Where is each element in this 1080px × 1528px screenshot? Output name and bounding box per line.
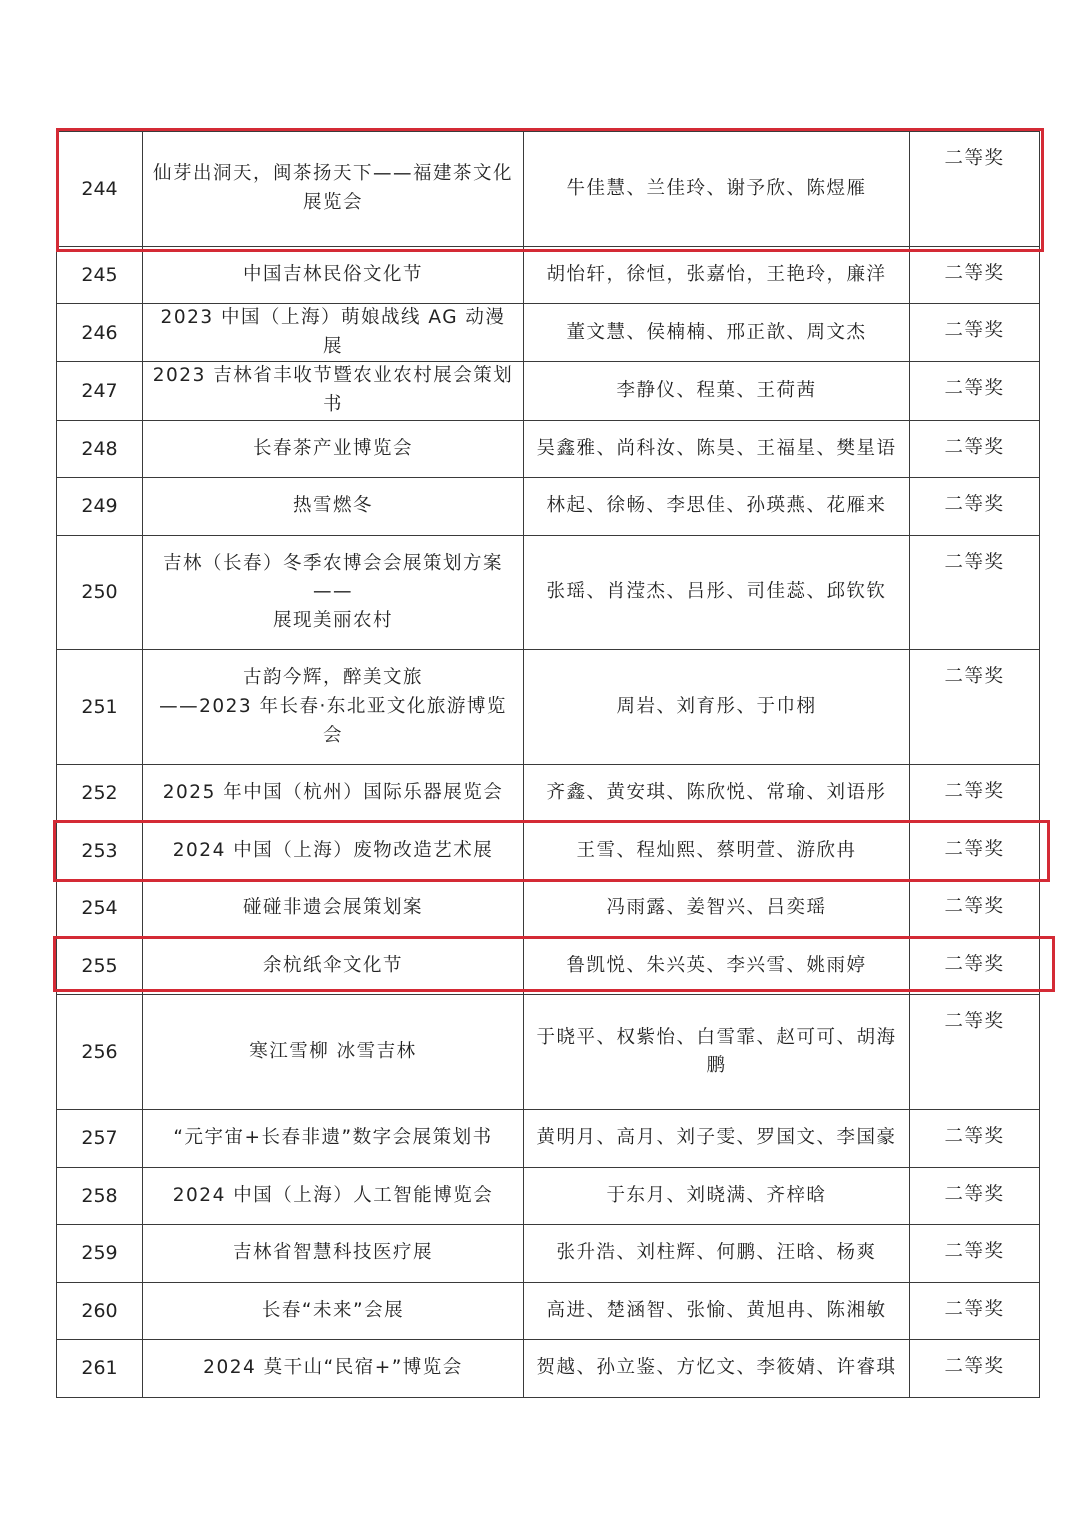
team-members-cell	[524, 362, 910, 420]
project-title: 中国吉林民俗文化节	[242, 263, 423, 285]
table-row	[57, 246, 1040, 304]
team-members: 张瑶、肖滢杰、吕彤、司佳蕊、邱钦钦	[546, 581, 887, 603]
award-level-cell	[910, 362, 1040, 420]
row-number: 245	[81, 263, 118, 286]
team-members-cell	[524, 1282, 910, 1340]
team-members: 高进、楚涵智、张愉、黄旭冉、陈湘敏	[546, 1299, 887, 1321]
project-title: 2024 中国（上海）人工智能博览会	[172, 1184, 494, 1206]
table-row	[57, 822, 1040, 880]
award-level: 二等奖	[944, 436, 1005, 458]
table-row	[57, 362, 1040, 420]
team-members-cell	[524, 880, 910, 938]
award-level-cell	[910, 765, 1040, 823]
row-number: 246	[81, 321, 118, 344]
team-members: 胡怡轩，徐恒，张嘉怡，王艳玲，廉洋	[546, 263, 887, 285]
row-number-cell	[57, 246, 143, 304]
row-number-cell	[57, 132, 143, 247]
award-level-cell	[910, 822, 1040, 880]
team-members: 周岩、刘育彤、于巾栩	[616, 696, 817, 718]
table-row	[57, 1110, 1040, 1168]
project-title: 仙芽出洞天，闽茶扬天下——福建茶文化 展览会	[152, 163, 513, 213]
row-number: 251	[81, 696, 118, 719]
project-title: 余杭纸伞文化节	[262, 954, 403, 976]
row-number-cell	[57, 304, 143, 362]
row-number: 255	[81, 954, 118, 977]
row-number: 249	[81, 495, 118, 518]
team-members: 冯雨露、姜智兴、吕奕瑶	[606, 897, 827, 919]
table-row	[57, 1167, 1040, 1225]
award-level-cell	[910, 1110, 1040, 1168]
award-level-cell	[910, 650, 1040, 765]
project-title-cell	[143, 535, 524, 650]
team-members-cell	[524, 478, 910, 536]
project-title-cell	[143, 132, 524, 247]
award-level-cell	[910, 478, 1040, 536]
project-title: 吉林省智慧科技医疗展	[232, 1242, 433, 1264]
project-title-cell	[143, 1225, 524, 1283]
row-number-cell	[57, 1167, 143, 1225]
team-members: 李静仪、程菓、王荷茜	[616, 379, 817, 401]
award-level: 二等奖	[944, 1241, 1005, 1263]
team-members-cell	[524, 535, 910, 650]
team-members-cell	[524, 1340, 910, 1398]
award-level-cell	[910, 1340, 1040, 1398]
team-members-cell	[524, 650, 910, 765]
project-title-cell	[143, 1282, 524, 1340]
table-row	[57, 995, 1040, 1110]
team-members: 牛佳慧、兰佳玲、谢予欣、陈煜雁	[566, 177, 867, 199]
team-members: 齐鑫、黄安琪、陈欣悦、常瑜、刘语彤	[546, 782, 887, 804]
row-number-cell	[57, 1340, 143, 1398]
project-title-cell	[143, 304, 524, 362]
award-level: 二等奖	[944, 838, 1005, 860]
award-level: 二等奖	[944, 148, 1005, 169]
award-level-cell	[910, 995, 1040, 1110]
row-number: 253	[81, 839, 118, 862]
project-title: 2025 年中国（杭州）国际乐器展览会	[162, 782, 504, 804]
project-title-cell	[143, 1110, 524, 1168]
team-members: 黄明月、高月、刘子雯、罗国文、李国豪	[536, 1127, 897, 1149]
table-row	[57, 478, 1040, 536]
project-title-cell	[143, 246, 524, 304]
project-title: 古韵今辉，醉美文旅 ——2023 年长春·东北亚文化旅游博览会	[159, 667, 507, 746]
award-level-cell	[910, 1167, 1040, 1225]
project-title: 2023 吉林省丰收节暨农业农村展会策划书	[152, 365, 514, 416]
table-row	[57, 1225, 1040, 1283]
award-level: 二等奖	[944, 1183, 1005, 1205]
project-title-cell	[143, 937, 524, 995]
project-title: 吉林（长春）冬季农博会会展策划方案—— 展现美丽农村	[162, 552, 503, 631]
table-row	[57, 765, 1040, 823]
team-members: 贺越、孙立鉴、方忆文、李筱婧、许睿琪	[536, 1357, 897, 1379]
row-number-cell	[57, 765, 143, 823]
award-level-cell	[910, 880, 1040, 938]
award-level-cell	[910, 1225, 1040, 1283]
project-title: 寒江雪柳 冰雪吉林	[249, 1040, 417, 1062]
project-title-cell	[143, 1340, 524, 1398]
award-level: 二等奖	[944, 378, 1005, 400]
row-number-cell	[57, 937, 143, 995]
award-level: 二等奖	[944, 551, 1005, 573]
project-title: 2024 莫干山“民宿+”博览会	[203, 1357, 463, 1379]
project-title: 长春茶产业博览会	[252, 437, 413, 459]
project-title-cell	[143, 822, 524, 880]
team-members: 王雪、程灿熙、蔡明萱、游欣冉	[576, 839, 857, 861]
award-level: 二等奖	[944, 666, 1005, 688]
row-number: 261	[81, 1357, 118, 1380]
row-number-cell	[57, 650, 143, 765]
award-level: 二等奖	[944, 1298, 1005, 1320]
award-level-cell	[910, 132, 1040, 247]
team-members: 于东月、刘晓满、齐梓晗	[606, 1184, 827, 1206]
project-title-cell	[143, 1167, 524, 1225]
row-number-cell	[57, 880, 143, 938]
row-number: 248	[81, 437, 118, 460]
project-title: “元宇宙+长春非遗”数字会展策划书	[173, 1127, 493, 1149]
team-members-cell	[524, 304, 910, 362]
team-members: 吴鑫雅、尚科汝、陈昊、王福星、樊星语	[536, 437, 897, 459]
team-members-cell	[524, 1110, 910, 1168]
table-row	[57, 132, 1040, 247]
row-number: 257	[81, 1127, 118, 1150]
project-title: 2024 中国（上海）废物改造艺术展	[172, 839, 494, 861]
row-number: 244	[81, 177, 118, 200]
project-title-cell	[143, 765, 524, 823]
table-body	[57, 132, 1040, 1398]
award-level: 二等奖	[944, 896, 1005, 918]
team-members-cell	[524, 1225, 910, 1283]
team-members: 张升浩、刘柱辉、何鹏、汪晗、杨爽	[556, 1242, 877, 1264]
project-title: 长春“未来”会展	[261, 1299, 405, 1321]
project-title-cell	[143, 650, 524, 765]
team-members: 林起、徐畅、李思佳、孙瑛燕、花雁来	[546, 495, 887, 517]
project-title: 2023 中国（上海）萌娘战线 AG 动漫展	[160, 307, 506, 357]
project-title-cell	[143, 420, 524, 478]
award-level-cell	[910, 1282, 1040, 1340]
row-number-cell	[57, 1225, 143, 1283]
team-members-cell	[524, 765, 910, 823]
award-level-cell	[910, 420, 1040, 478]
award-level: 二等奖	[944, 262, 1005, 284]
team-members: 鲁凯悦、朱兴英、李兴雪、姚雨婷	[566, 954, 867, 976]
project-title-cell	[143, 995, 524, 1110]
row-number: 260	[81, 1299, 118, 1322]
team-members-cell	[524, 420, 910, 478]
row-number-cell	[57, 1110, 143, 1168]
project-title-cell	[143, 362, 524, 420]
team-members: 于晓平、权紫怡、白雪霏、赵可可、胡海 鹏	[536, 1026, 897, 1077]
award-level: 二等奖	[944, 320, 1005, 342]
row-number-cell	[57, 420, 143, 478]
award-level-cell	[910, 304, 1040, 362]
table-row	[57, 1340, 1040, 1398]
row-number: 259	[81, 1242, 118, 1265]
project-title: 热雪燃冬	[292, 495, 373, 517]
award-level: 二等奖	[944, 781, 1005, 803]
team-members-cell	[524, 132, 910, 247]
award-level: 二等奖	[944, 1356, 1005, 1378]
table-row	[57, 1282, 1040, 1340]
row-number-cell	[57, 822, 143, 880]
table-row	[57, 420, 1040, 478]
project-title: 碰碰非遗会展策划案	[242, 897, 423, 919]
team-members-cell	[524, 937, 910, 995]
team-members-cell	[524, 995, 910, 1110]
award-level-cell	[910, 535, 1040, 650]
row-number: 250	[81, 581, 118, 604]
row-number-cell	[57, 1282, 143, 1340]
row-number: 256	[81, 1040, 118, 1063]
row-number-cell	[57, 478, 143, 536]
award-level-cell	[910, 937, 1040, 995]
award-level: 二等奖	[944, 953, 1005, 975]
row-number: 254	[81, 897, 118, 920]
project-title-cell	[143, 880, 524, 938]
row-number-cell	[57, 535, 143, 650]
row-number: 247	[81, 379, 118, 402]
table-row	[57, 535, 1040, 650]
row-number-cell	[57, 362, 143, 420]
award-level: 二等奖	[944, 1011, 1005, 1033]
team-members-cell	[524, 1167, 910, 1225]
table-row	[57, 880, 1040, 938]
team-members-cell	[524, 246, 910, 304]
team-members: 董文慧、侯楠楠、邢正歆、周文杰	[566, 321, 867, 343]
table-row	[57, 650, 1040, 765]
awards-table	[56, 131, 1040, 1398]
row-number-cell	[57, 995, 143, 1110]
team-members-cell	[524, 822, 910, 880]
project-title-cell	[143, 478, 524, 536]
award-level: 二等奖	[944, 494, 1005, 516]
row-number: 252	[81, 782, 118, 805]
table-row	[57, 304, 1040, 362]
award-level: 二等奖	[944, 1126, 1005, 1148]
table-row	[57, 937, 1040, 995]
row-number: 258	[81, 1184, 118, 1207]
award-level-cell	[910, 246, 1040, 304]
